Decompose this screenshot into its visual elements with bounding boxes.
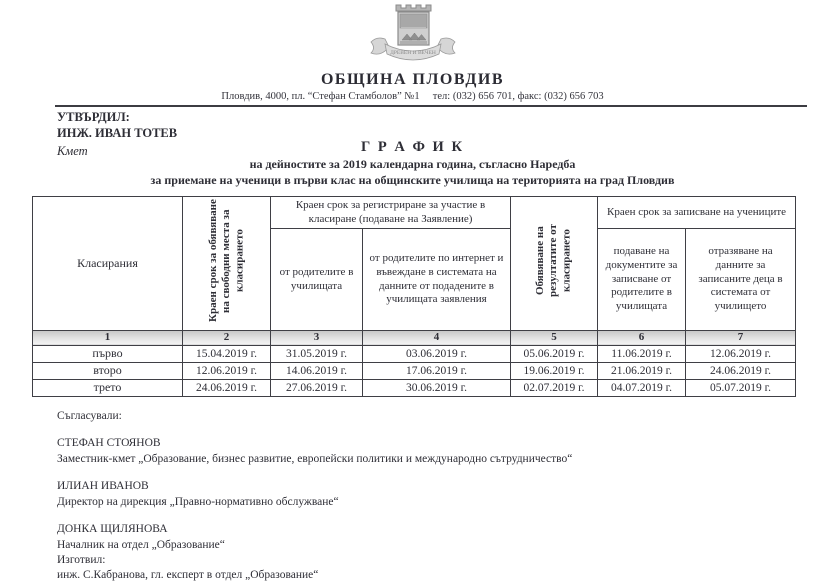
date-cell: 24.06.2019 г. xyxy=(183,379,271,396)
date-cell: 04.07.2019 г. xyxy=(598,379,686,396)
col-number: 7 xyxy=(686,330,796,345)
table-row xyxy=(33,362,796,379)
document-title-block xyxy=(0,139,825,188)
header-group-registration: Краен срок за регистриране за участие в класиране (подаване на Заявление) xyxy=(271,197,511,229)
municipality-name: ОБЩИНА ПЛОВДИВ xyxy=(320,71,505,88)
header-data-reflection: отразяване на данните за записаните деца в системата от училището xyxy=(686,229,796,330)
signatures-block xyxy=(57,409,572,582)
signature-entry xyxy=(57,479,572,510)
plovdiv-coat-of-arms-icon xyxy=(365,2,461,69)
col-number: 4 xyxy=(363,330,511,345)
col-number: 5 xyxy=(511,330,598,345)
date-cell: 19.06.2019 г. xyxy=(511,362,598,379)
letterhead xyxy=(0,0,825,107)
header-parents-internet: от родителите по интернет и въвеждане в системата на данните от подадените в училищата заявления xyxy=(363,229,511,330)
signer-name: ИЛИАН ИВАНОВ xyxy=(57,479,149,492)
municipality-address: Пловдив, 4000, пл. “Стефан Стамболов” №1 тел: (032) 656 701, факс: (032) 656 703 xyxy=(221,91,604,102)
signature-entry xyxy=(57,522,572,583)
date-cell: 31.05.2019 г. xyxy=(271,345,363,362)
header-parents-schools: от родителите в училищата xyxy=(271,229,363,330)
table-row xyxy=(33,345,796,362)
signature-entry xyxy=(57,436,572,467)
prepared-label: Изготвил: xyxy=(57,553,106,566)
document-title: Г Р А Ф И К xyxy=(361,139,464,155)
signer-title: Директор на дирекция „Правно-нормативно обслужване“ xyxy=(57,495,339,508)
header-docs-submission: подаване на документите за записване от родителите в училищата xyxy=(598,229,686,330)
letterhead-divider xyxy=(55,105,807,107)
header-group-enrollment: Краен срок за записване на учениците xyxy=(598,197,796,229)
approver-name: ИНЖ. ИВАН ТОТЕВ xyxy=(57,125,178,140)
table-row xyxy=(33,379,796,396)
header-klasirania: Класирания xyxy=(33,197,183,331)
rank-cell: второ xyxy=(33,362,183,379)
date-cell: 30.06.2019 г. xyxy=(363,379,511,396)
date-cell: 11.06.2019 г. xyxy=(598,345,686,362)
schedule-table xyxy=(32,196,796,397)
date-cell: 14.06.2019 г. xyxy=(271,362,363,379)
header-free-places: Краен срок за обявяване на свободни места за класирането xyxy=(183,197,271,331)
signer-name: СТЕФАН СТОЯНОВ xyxy=(57,436,161,449)
date-cell: 03.06.2019 г. xyxy=(363,345,511,362)
col-number: 3 xyxy=(271,330,363,345)
col-number: 6 xyxy=(598,330,686,345)
rank-cell: първо xyxy=(33,345,183,362)
header-results: Обявяване на резултатите от класирането xyxy=(511,197,598,331)
col-number: 2 xyxy=(183,330,271,345)
table-header-group-row xyxy=(33,197,796,229)
date-cell: 12.06.2019 г. xyxy=(686,345,796,362)
date-cell: 24.06.2019 г. xyxy=(686,362,796,379)
col-number: 1 xyxy=(33,330,183,345)
date-cell: 21.06.2019 г. xyxy=(598,362,686,379)
date-cell: 27.06.2019 г. xyxy=(271,379,363,396)
signer-title: Началник на отдел „Образование“ xyxy=(57,538,225,551)
agreed-label: Съгласували: xyxy=(57,410,122,422)
approved-label: УТВЪРДИЛ: xyxy=(57,110,130,124)
date-cell: 15.04.2019 г. xyxy=(183,345,271,362)
approver-title: Кмет xyxy=(57,144,88,159)
document-subtitle-1: на дейностите за 2019 календарна година, съгласно Наредба xyxy=(249,157,576,171)
emblem-motto: ДРЕВЕН И ВЕЧЕН xyxy=(389,50,436,56)
date-cell: 02.07.2019 г. xyxy=(511,379,598,396)
date-cell: 12.06.2019 г. xyxy=(183,362,271,379)
document-subtitle-2: за приемане на ученици в първи клас на общинските училища на територията на град Пловдив xyxy=(150,173,675,187)
prepared-by: инж. С.Кабранова, гл. експерт в отдел „Образование“ xyxy=(57,568,319,581)
rank-cell: трето xyxy=(33,379,183,396)
signer-name: ДОНКА ЩИЛЯНОВА xyxy=(57,522,168,535)
column-number-row xyxy=(33,330,796,345)
date-cell: 05.06.2019 г. xyxy=(511,345,598,362)
date-cell: 17.06.2019 г. xyxy=(363,362,511,379)
signer-title: Заместник-кмет „Образование, бизнес развитие, европейски политики и международно сътрудничество“ xyxy=(57,452,573,465)
date-cell: 05.07.2019 г. xyxy=(686,379,796,396)
